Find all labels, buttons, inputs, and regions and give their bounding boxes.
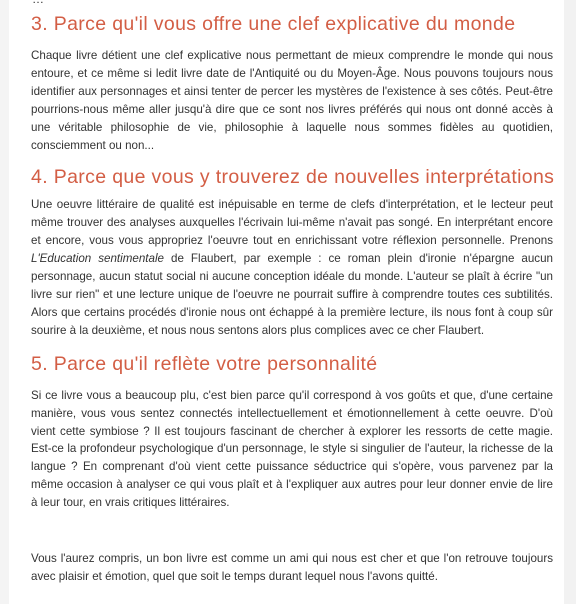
section-3-paragraph: Chaque livre détient une clef explicative nous permettant de mieux comprendre le monde qui nous entoure, et ce même si ledit livre date de l'Antiquité ou du Moyen-Âge. Nous pouvons toujours nous identifier aux personnages et ainsi tenter de percer les mystères de l'existence à ses côtés. Peut-être pourrions-nous même aller jusqu'à dire que ce sont nos livres préférés qui nous ont donné accès à une véritable philosophie de vie, philosophie à laquelle nous sommes fidèles au quotidien, consciemment ou non... <box>31 49 553 152</box>
left-page-margin <box>0 0 9 604</box>
section-4-paragraph <box>31 196 553 339</box>
section-5-heading: 5. Parce qu'il reflète votre personnalité <box>31 352 378 375</box>
section-5-paragraph: Si ce livre vous a beaucoup plu, c'est bien parce qu'il correspond à vos goûts et que, d'une certaine manière, vous vous sentez connectés intellectuellement et émotionnellement à cette oeuvre. D'où vient cette symbiose ? Il est toujours fascinant de chercher à explorer les ressorts de cette magie. Est-ce la profondeur psychologique d'un personnage, le style si singulier de l'auteur, la richesse de la langue ? En comprenant d'où vient cette puissance séductrice qui s'opère, vous parvenez par la même occasion à analyser ce qui vous plaît et à l'expliquer aux autres pour leur donner envie de lire à leur tour, en vrais critiques littéraires. <box>31 388 553 510</box>
section-4-heading: 4. Parce que vous y trouverez de nouvelles interprétations <box>31 166 555 189</box>
article-content <box>31 11 553 586</box>
section-3 <box>31 11 553 154</box>
right-scroll-edge[interactable] <box>564 0 576 604</box>
section-3-heading: 3. Parce qu'il vous offre une clef explicative du monde <box>31 13 516 35</box>
section-4-text-before: Une oeuvre littéraire de qualité est inépuisable en terme de clefs d'interprétation, et le lecteur peut même trouver des analyses auxquelles l'écrivain lui-même n'avait pas songé. En interprétant encore et encore, vous vous appropriez l'oeuvre tout en enrichissant votre réflexion personnelle. Prenons <box>31 198 553 248</box>
section-4 <box>31 164 553 339</box>
book-title-italic: L'Education sentimentale <box>31 252 164 266</box>
section-5 <box>31 351 553 512</box>
section-4-text-after: de Flaubert, par exemple : ce roman plein d'ironie n'épargne aucun personnage, aucun statut social ni aucune conception idéale du monde. L'auteur se plaît à écrire "un livre sur rien" et une lecture unique de l'oeuvre ne pourrait suffire à comprendre toutes ces subtilités. Alors que certains procédés d'ironie nous ont échappé à la première lecture, ils nous font à coup sûr sourire à la deuxième, et nous nous sentons alors plus complices avec ce cher Flaubert. <box>31 252 553 337</box>
conclusion-paragraph: Vous l'aurez compris, un bon livre est comme un ami qui nous est cher et que l'on retrouve toujours avec plaisir et émotion, quel que soit le temps durant lequel nous l'avons quitté. <box>31 552 553 583</box>
clipped-previous-line <box>32 0 552 3</box>
